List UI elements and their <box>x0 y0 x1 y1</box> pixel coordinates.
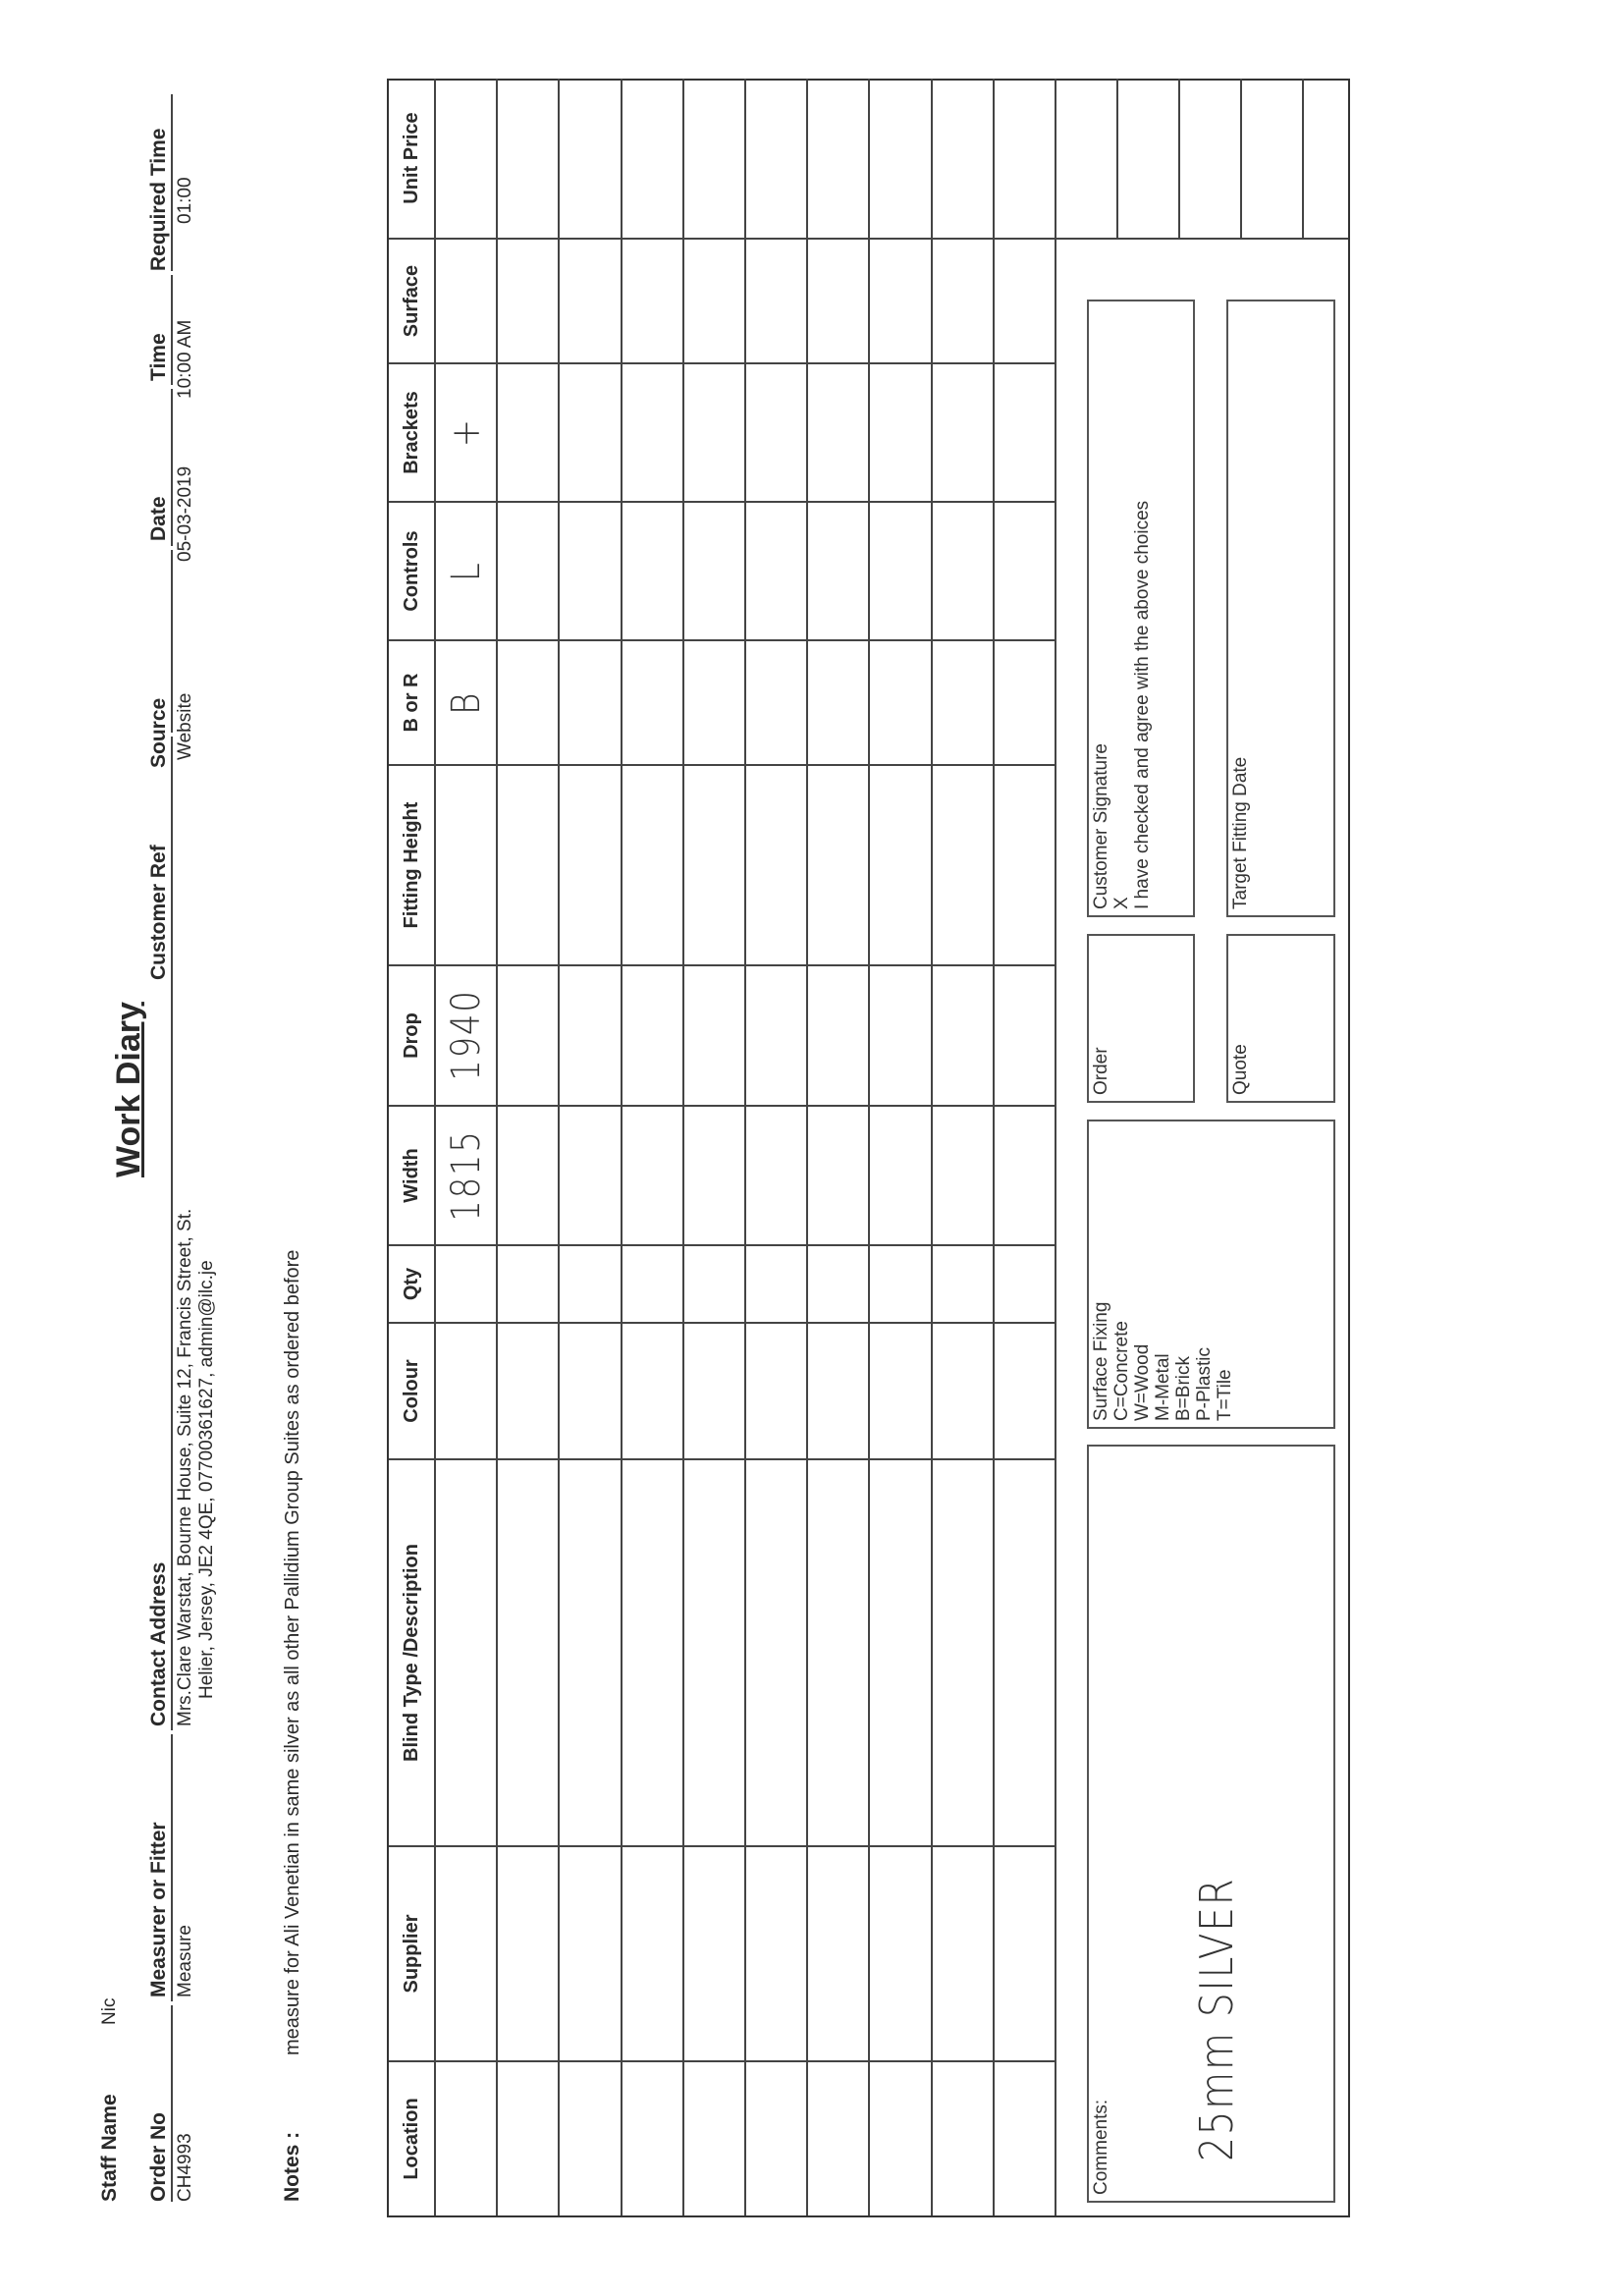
table-cell[interactable] <box>684 1322 746 1458</box>
table-cell[interactable] <box>995 964 1056 1105</box>
table-cell[interactable] <box>870 238 932 362</box>
cell-value: L <box>443 561 489 581</box>
table-cell[interactable] <box>436 2060 498 2215</box>
table-cell[interactable] <box>684 501 746 639</box>
table-cell[interactable] <box>436 1105 498 1244</box>
table-cell[interactable] <box>995 764 1056 964</box>
header-divider <box>171 737 173 1730</box>
table-cell[interactable] <box>995 639 1056 764</box>
table-cell[interactable] <box>746 1244 808 1322</box>
notes-label: Notes : <box>281 2131 303 2202</box>
table-cell[interactable] <box>684 2060 746 2215</box>
table-cell[interactable] <box>684 362 746 501</box>
table-cell[interactable] <box>808 964 870 1105</box>
table-cell[interactable] <box>436 238 498 362</box>
table-cell[interactable] <box>870 964 932 1105</box>
table-cell[interactable] <box>436 764 498 964</box>
order-checkbox[interactable] <box>1087 934 1195 1103</box>
source-value: Website <box>175 692 195 760</box>
table-cell[interactable] <box>436 1845 498 2060</box>
table-cell[interactable] <box>436 639 498 764</box>
table-cell[interactable] <box>498 1105 560 1244</box>
table-cell[interactable] <box>623 1458 684 1845</box>
table-cell[interactable] <box>684 79 746 238</box>
table-cell[interactable] <box>623 79 684 238</box>
table-cell[interactable] <box>498 764 560 964</box>
header-divider <box>171 275 173 385</box>
table-cell[interactable] <box>808 501 870 639</box>
table-cell[interactable] <box>498 1322 560 1458</box>
table-cell[interactable] <box>623 501 684 639</box>
table-cell[interactable] <box>684 1845 746 2060</box>
table-cell[interactable] <box>808 1845 870 2060</box>
table-cell[interactable] <box>870 501 932 639</box>
order-label: Order <box>1091 1047 1111 1095</box>
column-header-controls: Controls <box>389 501 436 639</box>
surface-fixing-item: Surface Fixing <box>1091 1301 1111 1421</box>
signature-mark: X <box>1111 897 1132 909</box>
surface-fixing-legend <box>1087 1120 1335 1429</box>
table-cell[interactable] <box>560 1458 622 1845</box>
table-cell[interactable] <box>746 362 808 501</box>
staff-name-label: Staff Name <box>98 2094 121 2202</box>
table-cell[interactable] <box>870 639 932 764</box>
total-cell[interactable] <box>1118 79 1180 238</box>
table-cell[interactable] <box>933 964 995 1105</box>
table-cell[interactable] <box>623 764 684 964</box>
date-value: 05-03-2019 <box>175 465 195 562</box>
column-header-drop: Drop <box>389 964 436 1105</box>
table-cell[interactable] <box>746 1845 808 2060</box>
quote-checkbox[interactable] <box>1226 934 1335 1103</box>
column-header-unit-price: Unit Price <box>389 79 436 238</box>
table-cell[interactable] <box>498 362 560 501</box>
table-cell[interactable] <box>498 639 560 764</box>
table-cell[interactable] <box>933 1105 995 1244</box>
table-cell[interactable] <box>436 1458 498 1845</box>
table-cell[interactable] <box>684 1458 746 1845</box>
table-cell[interactable] <box>684 764 746 964</box>
target-fitting-date-box[interactable] <box>1226 300 1335 917</box>
source-label: Source <box>147 697 170 768</box>
table-cell[interactable] <box>498 1244 560 1322</box>
table-cell[interactable] <box>808 2060 870 2215</box>
table-cell[interactable] <box>436 1322 498 1458</box>
table-cell[interactable] <box>560 764 622 964</box>
table-cell[interactable] <box>933 79 995 238</box>
table-cell[interactable] <box>933 639 995 764</box>
table-cell[interactable] <box>684 964 746 1105</box>
table-cell[interactable] <box>933 1244 995 1322</box>
signature-label: Customer Signature <box>1091 743 1111 909</box>
header-divider <box>171 550 173 733</box>
table-cell[interactable] <box>870 362 932 501</box>
column-header-colour: Colour <box>389 1322 436 1458</box>
table-cell[interactable] <box>623 238 684 362</box>
table-cell[interactable] <box>746 79 808 238</box>
table-cell[interactable] <box>808 1105 870 1244</box>
table-cell[interactable] <box>498 238 560 362</box>
table-cell[interactable] <box>560 639 622 764</box>
table-cell[interactable] <box>684 639 746 764</box>
table-cell[interactable] <box>933 501 995 639</box>
table-cell[interactable] <box>746 238 808 362</box>
table-cell[interactable] <box>808 764 870 964</box>
table-cell[interactable] <box>498 79 560 238</box>
table-cell[interactable] <box>560 501 622 639</box>
table-cell[interactable] <box>933 2060 995 2215</box>
table-cell[interactable] <box>498 501 560 639</box>
comments-handwritten: 25mm SILVER <box>1190 1877 1243 2161</box>
contact-address-line1: Mrs.Clare Warstat, Bourne House, Suite 12, Francis Street, St. <box>175 1208 195 1726</box>
order-no-value: CH4993 <box>175 2133 195 2202</box>
table-cell[interactable] <box>746 964 808 1105</box>
table-cell[interactable] <box>808 1322 870 1458</box>
surface-fixing-item: B=Brick <box>1173 1356 1194 1421</box>
required-time-value: 01:00 <box>175 177 195 224</box>
table-cell[interactable] <box>560 238 622 362</box>
time-value: 10:00 AM <box>175 319 195 399</box>
quote-label: Quote <box>1230 1044 1251 1095</box>
table-cell[interactable] <box>933 1845 995 2060</box>
table-cell[interactable] <box>623 964 684 1105</box>
header-divider <box>171 1734 173 2001</box>
table-cell[interactable] <box>933 1458 995 1845</box>
total-cell[interactable] <box>1242 79 1304 238</box>
column-header-blind-type-description: Blind Type /Description <box>389 1458 436 1845</box>
table-cell[interactable] <box>746 1105 808 1244</box>
table-footer <box>1056 238 1348 2215</box>
column-header-supplier: Supplier <box>389 1845 436 2060</box>
table-cell[interactable] <box>870 2060 932 2215</box>
table-cell[interactable] <box>623 1845 684 2060</box>
table-cell[interactable] <box>498 2060 560 2215</box>
table-cell[interactable] <box>560 1244 622 1322</box>
table-cell[interactable] <box>995 79 1056 238</box>
table-cell[interactable] <box>870 1322 932 1458</box>
table-cell[interactable] <box>623 2060 684 2215</box>
table-cell[interactable] <box>995 1322 1056 1458</box>
table-cell[interactable] <box>870 1244 932 1322</box>
blind-order-table <box>387 79 1350 2217</box>
table-cell[interactable] <box>560 1322 622 1458</box>
header-divider <box>171 389 173 546</box>
table-cell[interactable] <box>995 1458 1056 1845</box>
surface-fixing-item: M-Metal <box>1153 1353 1173 1421</box>
customer-ref-label: Customer Ref <box>147 845 170 980</box>
table-cell[interactable] <box>560 2060 622 2215</box>
table-cell[interactable] <box>623 639 684 764</box>
table-cell[interactable] <box>560 964 622 1105</box>
surface-fixing-item: C=Concrete <box>1111 1321 1132 1421</box>
table-cell[interactable] <box>933 238 995 362</box>
table-cell[interactable] <box>870 79 932 238</box>
table-cell[interactable] <box>995 1105 1056 1244</box>
required-time-label: Required Time <box>147 128 170 271</box>
table-cell[interactable] <box>808 362 870 501</box>
cell-value: B <box>443 690 489 715</box>
table-cell[interactable] <box>560 362 622 501</box>
table-cell[interactable] <box>933 764 995 964</box>
table-cell[interactable] <box>746 501 808 639</box>
table-cell[interactable] <box>870 1105 932 1244</box>
total-cell[interactable] <box>1180 79 1242 238</box>
signature-agreement: I have checked and agree with the above choices <box>1132 500 1153 909</box>
table-cell[interactable] <box>995 1845 1056 2060</box>
time-label: Time <box>147 333 170 381</box>
table-cell[interactable] <box>870 1845 932 2060</box>
contact-address-line2: Helier, Jersey, JE2 4QE, 07700361627, admin@ilc.je <box>196 1260 217 1699</box>
table-cell[interactable] <box>623 1322 684 1458</box>
table-cell[interactable] <box>808 1458 870 1845</box>
table-cell[interactable] <box>995 2060 1056 2215</box>
table-cell[interactable] <box>746 639 808 764</box>
table-cell[interactable] <box>808 1244 870 1322</box>
table-cell[interactable] <box>746 2060 808 2215</box>
cell-value: 1815 <box>443 1129 489 1222</box>
surface-fixing-item: W=Wood <box>1132 1343 1153 1421</box>
table-cell[interactable] <box>808 238 870 362</box>
table-cell[interactable] <box>498 964 560 1105</box>
table-cell[interactable] <box>746 1458 808 1845</box>
contact-address-label: Contact Address <box>147 1561 170 1726</box>
table-cell[interactable] <box>560 1845 622 2060</box>
cell-value: + <box>443 417 489 448</box>
table-cell[interactable] <box>436 79 498 238</box>
table-cell[interactable] <box>870 764 932 964</box>
table-cell[interactable] <box>498 1845 560 2060</box>
table-cell[interactable] <box>808 639 870 764</box>
column-header-width: Width <box>389 1105 436 1244</box>
table-cell[interactable] <box>436 964 498 1105</box>
comments-box[interactable] <box>1087 1445 1335 2203</box>
header-divider <box>171 2005 173 2202</box>
table-cell[interactable] <box>746 1322 808 1458</box>
table-cell[interactable] <box>933 362 995 501</box>
table-cell[interactable] <box>436 501 498 639</box>
table-cell[interactable] <box>808 79 870 238</box>
table-cell[interactable] <box>933 1322 995 1458</box>
column-header-brackets: Brackets <box>389 362 436 501</box>
surface-fixing-item: T=Tile <box>1215 1369 1235 1421</box>
cell-value: 1940 <box>443 989 489 1082</box>
table-cell[interactable] <box>436 362 498 501</box>
table-cell[interactable] <box>995 1244 1056 1322</box>
table-cell[interactable] <box>684 238 746 362</box>
table-cell[interactable] <box>560 1105 622 1244</box>
column-header-b-or-r: B or R <box>389 639 436 764</box>
header-divider <box>171 94 173 271</box>
table-cell[interactable] <box>436 1244 498 1322</box>
table-cell[interactable] <box>498 1458 560 1845</box>
order-no-label: Order No <box>147 2111 170 2202</box>
surface-fixing-item: P-Plastic <box>1194 1347 1215 1421</box>
column-header-surface: Surface <box>389 238 436 362</box>
column-header-location: Location <box>389 2060 436 2215</box>
table-cell[interactable] <box>995 362 1056 501</box>
table-cell[interactable] <box>623 1244 684 1322</box>
notes-text: measure for Ali Venetian in same silver as all other Pallidium Group Suites as ordered before <box>282 1249 303 2055</box>
total-cell[interactable] <box>1056 79 1118 238</box>
comments-label: Comments: <box>1091 2099 1111 2195</box>
table-cell[interactable] <box>623 1105 684 1244</box>
table-cell[interactable] <box>560 79 622 238</box>
column-header-qty: Qty <box>389 1244 436 1322</box>
table-cell[interactable] <box>684 1105 746 1244</box>
measurer-value: Measure <box>175 1925 195 1997</box>
table-cell[interactable] <box>623 362 684 501</box>
table-cell[interactable] <box>870 1458 932 1845</box>
column-header-fitting-height: Fitting Height <box>389 764 436 964</box>
staff-name-value: Nic <box>99 1997 120 2025</box>
table-cell[interactable] <box>746 764 808 964</box>
measurer-label: Measurer or Fitter <box>147 1822 170 1997</box>
table-cell[interactable] <box>684 1244 746 1322</box>
target-fitting-label: Target Fitting Date <box>1230 756 1251 909</box>
table-grid <box>389 81 1056 2215</box>
customer-signature-box[interactable] <box>1087 300 1195 917</box>
table-cell[interactable] <box>995 238 1056 362</box>
table-cell[interactable] <box>995 501 1056 639</box>
page-title: Work Diary <box>110 1002 147 1177</box>
date-label: Date <box>147 496 170 541</box>
